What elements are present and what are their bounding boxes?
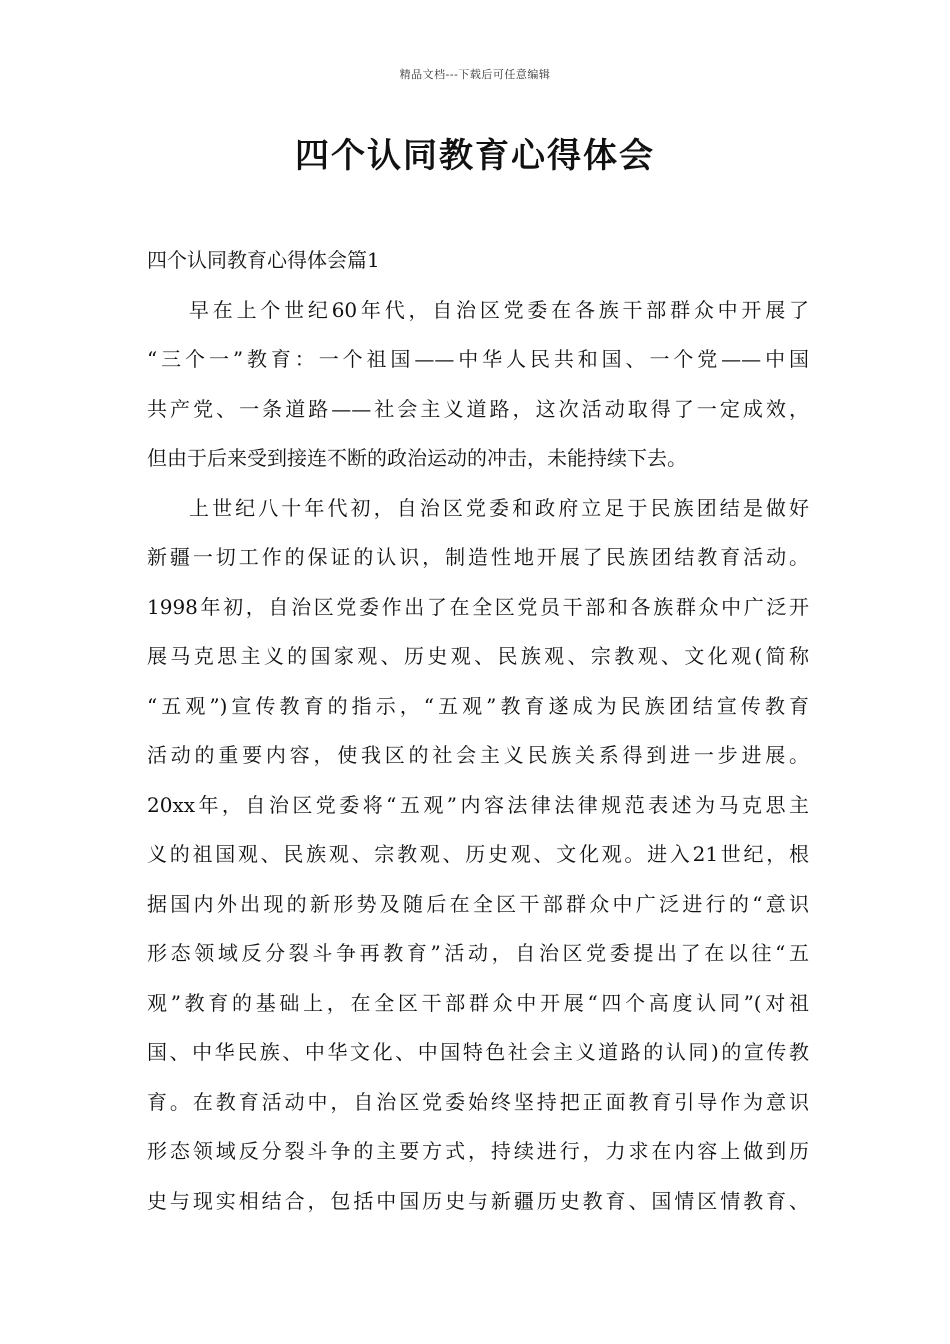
- paragraph-line: 义的祖国观、民族观、宗教观、历史观、文化观。进入21世纪，根: [147, 842, 809, 866]
- paragraph-line: 早在上个世纪60年代，自治区党委在各族干部群众中开展了: [189, 297, 809, 322]
- paragraph-line: 1998年初，自治区党委作出了在全区党员干部和各族群众中广泛开: [147, 594, 809, 619]
- paragraph-line: 形态领域反分裂斗争再教育”活动，自治区党委提出了在以往“五: [147, 941, 809, 965]
- paragraph-line: 形态领域反分裂斗争的主要方式，持续进行，力求在内容上做到历: [147, 1139, 809, 1163]
- paragraph-line: 国、中华民族、中华文化、中国特色社会主义道路的认同)的宣传教: [147, 1040, 809, 1064]
- paragraph-line: 新疆一切工作的保证的认识，制造性地开展了民族团结教育活动。: [147, 545, 809, 569]
- paragraph-line: 据国内外出现的新形势及随后在全区干部群众中广泛进行的“意识: [147, 891, 809, 916]
- paragraph: [147, 484, 809, 1227]
- header-note: 精品文档---下载后可任意编辑: [399, 68, 551, 81]
- paragraph: [147, 286, 809, 484]
- paragraph-line: 展马克思主义的国家观、历史观、民族观、宗教观、文化观(简称: [147, 644, 809, 668]
- paragraph-line: 上世纪八十年代初，自治区党委和政府立足于民族团结是做好: [189, 495, 809, 520]
- paragraph-line: “三个一”教育：一个祖国——中华人民共和国、一个党——中国: [147, 347, 809, 371]
- paragraph-line: 观”教育的基础上，在全区干部群众中开展“四个高度认同”(对祖: [147, 990, 809, 1015]
- paragraph-line: “五观”)宣传教育的指示，“五观”教育遂成为民族团结宣传教育: [147, 693, 809, 718]
- paragraph-line: 共产党、一条道路——社会主义道路，这次活动取得了一定成效，: [147, 396, 809, 421]
- document-body: [147, 236, 809, 1226]
- section-heading: [147, 236, 809, 286]
- document-title: 四个认同教育心得体会: [295, 136, 655, 176]
- paragraph-line: 育。在教育活动中，自治区党委始终坚持把正面教育引导作为意识: [147, 1089, 809, 1114]
- paragraph-line: 史与现实相结合，包括中国历史与新疆历史教育、国情区情教育、: [147, 1188, 809, 1213]
- paragraph-line: 20xx年，自治区党委将“五观”内容法律法律规范表述为马克思主: [147, 792, 809, 817]
- section-heading-text: 四个认同教育心得体会篇1: [147, 248, 380, 272]
- paragraph-line: 活动的重要内容，使我区的社会主义民族关系得到进一步进展。: [147, 743, 809, 767]
- paragraph-line: 但由于后来受到接连不断的政治运动的冲击，未能持续下去。: [147, 446, 687, 470]
